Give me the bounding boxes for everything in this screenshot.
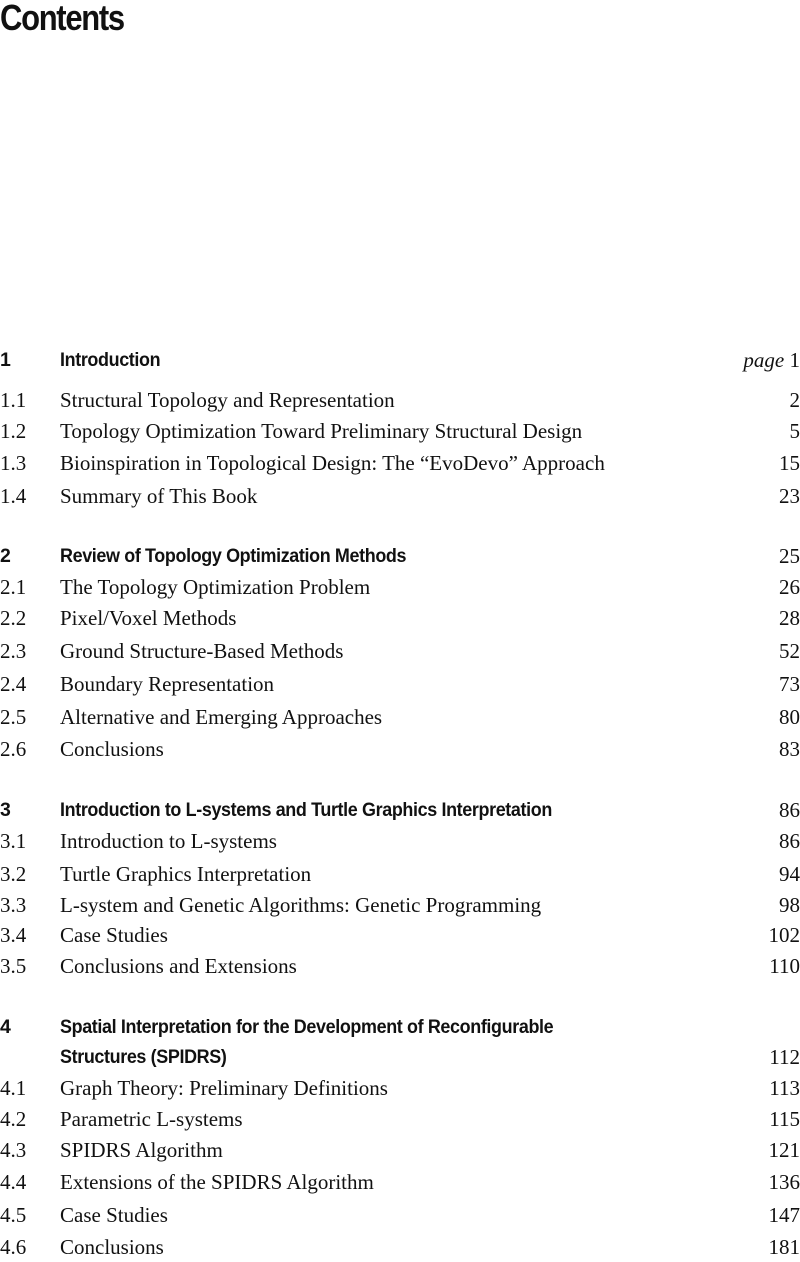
section-number: 4.1 [0, 1073, 26, 1103]
toc-chapter-4-continued[interactable] [0, 1042, 800, 1072]
page-number: 113 [769, 1073, 800, 1103]
toc-chapter-1[interactable] [0, 345, 800, 375]
toc-section-3-5[interactable] [0, 951, 800, 981]
section-number: 2.1 [0, 572, 26, 602]
section-title: Conclusions and Extensions [60, 951, 297, 981]
section-number: 2.3 [0, 636, 26, 666]
page-number: 5 [790, 416, 800, 446]
page-title: Contents [0, 0, 124, 36]
page-number: 102 [769, 920, 800, 950]
toc-section-2-6[interactable] [0, 734, 800, 764]
section-number: 3.3 [0, 890, 26, 920]
chapter-title: Introduction [60, 345, 160, 375]
toc-section-3-2[interactable] [0, 859, 800, 889]
toc-section-1-3[interactable] [0, 448, 800, 478]
toc-section-2-2[interactable] [0, 603, 800, 633]
section-title: Graph Theory: Preliminary Definitions [60, 1073, 388, 1103]
page-number: 115 [769, 1104, 800, 1134]
page-number [743, 345, 800, 375]
section-number: 3.5 [0, 951, 26, 981]
section-number: 1.1 [0, 385, 26, 415]
section-title: SPIDRS Algorithm [60, 1135, 223, 1165]
section-number: 3.2 [0, 859, 26, 889]
page-number: 23 [779, 481, 800, 511]
page-number: 80 [779, 702, 800, 732]
page-number: 26 [779, 572, 800, 602]
page-prefix: page [743, 348, 784, 372]
page-number: 73 [779, 669, 800, 699]
section-title: Pixel/Voxel Methods [60, 603, 236, 633]
section-number: 4.4 [0, 1167, 26, 1197]
section-title: Case Studies [60, 920, 168, 950]
page-number: 110 [769, 951, 800, 981]
section-title: Structural Topology and Representation [60, 385, 395, 415]
chapter-number: 2 [0, 541, 10, 571]
chapter-title: Introduction to L-systems and Turtle Graphics Interpretation [60, 795, 552, 825]
section-number: 3.4 [0, 920, 26, 950]
section-number: 2.4 [0, 669, 26, 699]
page-number: 25 [779, 541, 800, 571]
toc-section-1-1[interactable] [0, 385, 800, 415]
page-number: 86 [779, 826, 800, 856]
section-title: L-system and Genetic Algorithms: Genetic Programming [60, 890, 541, 920]
section-number: 1.4 [0, 481, 26, 511]
toc-section-2-4[interactable] [0, 669, 800, 699]
page-number: 98 [779, 890, 800, 920]
page-number: 147 [769, 1200, 800, 1230]
section-title: Bioinspiration in Topological Design: The “EvoDevo” Approach [60, 448, 605, 478]
section-title: Turtle Graphics Interpretation [60, 859, 311, 889]
toc-section-4-1[interactable] [0, 1073, 800, 1103]
page-number: 86 [779, 795, 800, 825]
section-title: Conclusions [60, 1232, 164, 1262]
section-title: Topology Optimization Toward Preliminary Structural Design [60, 416, 582, 446]
section-number: 2.5 [0, 702, 26, 732]
section-title: Summary of This Book [60, 481, 257, 511]
toc-section-4-6[interactable] [0, 1232, 800, 1262]
toc-section-3-4[interactable] [0, 920, 800, 950]
page-number: 181 [769, 1232, 800, 1262]
section-number: 2.2 [0, 603, 26, 633]
section-title: The Topology Optimization Problem [60, 572, 370, 602]
page-number: 94 [779, 859, 800, 889]
page-number: 136 [769, 1167, 800, 1197]
chapter-number: 1 [0, 345, 10, 375]
section-number: 4.2 [0, 1104, 26, 1134]
toc-section-2-3[interactable] [0, 636, 800, 666]
page-number: 28 [779, 603, 800, 633]
chapter-number: 3 [0, 795, 10, 825]
section-title: Case Studies [60, 1200, 168, 1230]
toc-section-4-4[interactable] [0, 1167, 800, 1197]
page-number: 83 [779, 734, 800, 764]
section-title: Introduction to L-systems [60, 826, 277, 856]
section-number: 4.5 [0, 1200, 26, 1230]
toc-section-4-2[interactable] [0, 1104, 800, 1134]
toc-section-2-1[interactable] [0, 572, 800, 602]
section-title: Extensions of the SPIDRS Algorithm [60, 1167, 374, 1197]
toc-section-3-1[interactable] [0, 826, 800, 856]
toc-chapter-2[interactable] [0, 541, 800, 571]
chapter-number: 4 [0, 1012, 10, 1042]
toc-chapter-4[interactable] [0, 1012, 800, 1042]
page-number: 2 [790, 385, 800, 415]
page-number: 112 [769, 1042, 800, 1072]
section-number: 3.1 [0, 826, 26, 856]
chapter-title: Review of Topology Optimization Methods [60, 541, 406, 571]
section-number: 4.6 [0, 1232, 26, 1262]
section-title: Parametric L-systems [60, 1104, 243, 1134]
toc-section-2-5[interactable] [0, 702, 800, 732]
chapter-title-continued: Structures (SPIDRS) [60, 1042, 226, 1072]
toc-section-4-5[interactable] [0, 1200, 800, 1230]
section-title: Ground Structure-Based Methods [60, 636, 343, 666]
section-title: Boundary Representation [60, 669, 274, 699]
chapter-title: Spatial Interpretation for the Development of Reconfigurable [60, 1012, 553, 1042]
section-number: 4.3 [0, 1135, 26, 1165]
section-title: Conclusions [60, 734, 164, 764]
toc-section-4-3[interactable] [0, 1135, 800, 1165]
page-number: 52 [779, 636, 800, 666]
page-number: 15 [779, 448, 800, 478]
toc-chapter-3[interactable] [0, 795, 800, 825]
page-number: 121 [769, 1135, 800, 1165]
section-title: Alternative and Emerging Approaches [60, 702, 382, 732]
section-number: 2.6 [0, 734, 26, 764]
toc-section-1-2[interactable] [0, 416, 800, 446]
toc-section-1-4[interactable] [0, 481, 800, 511]
toc-section-3-3[interactable] [0, 890, 800, 920]
page-number-value: 1 [790, 348, 800, 372]
section-number: 1.3 [0, 448, 26, 478]
section-number: 1.2 [0, 416, 26, 446]
